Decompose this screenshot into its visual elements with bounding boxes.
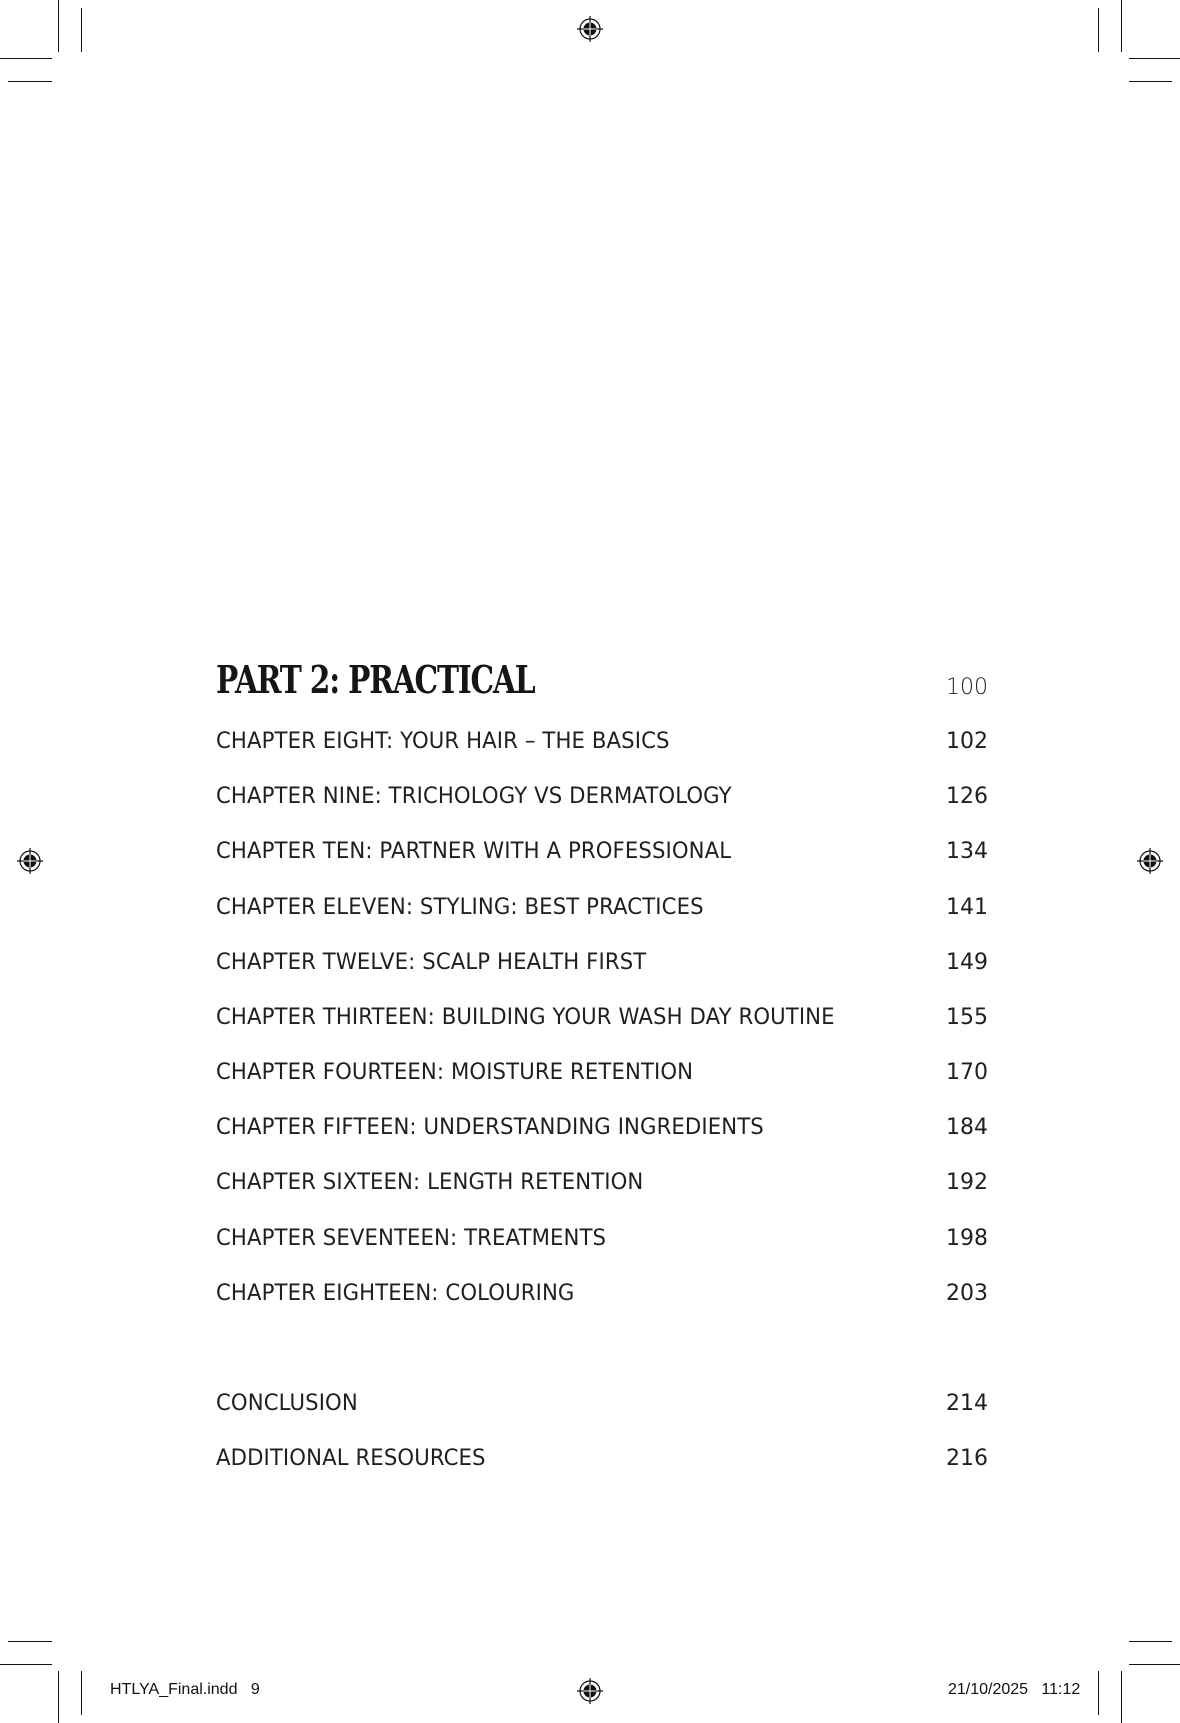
toc-entry-page: 134 [946,839,988,864]
part-heading: PART 2: PRACTICAL [216,657,535,702]
toc-entry [216,1281,988,1311]
toc-entry-label: CONCLUSION [216,1391,358,1416]
crop-mark [1129,81,1172,82]
toc-entry-label: CHAPTER EIGHTEEN: COLOURING [216,1281,575,1306]
toc-entry-page: 141 [946,895,988,920]
crop-mark [0,58,52,59]
crop-mark [1098,8,1099,52]
toc-entry-label: CHAPTER TEN: PARTNER WITH A PROFESSIONAL [216,839,732,864]
toc-entry-label: CHAPTER SIXTEEN: LENGTH RETENTION [216,1170,644,1195]
toc-entry-page: 203 [946,1281,988,1306]
toc-entry [216,950,988,980]
crop-mark [81,8,82,52]
slug-time: 11:12 [1041,1681,1081,1698]
crop-mark [8,81,52,82]
toc-entry-additional-resources [216,1446,988,1476]
crop-mark [1129,58,1180,59]
slug-filename [110,1681,260,1699]
crop-mark [81,1671,82,1715]
toc-entry-page: 216 [946,1446,988,1471]
registration-mark-icon [1135,846,1165,876]
toc-entry [216,1005,988,1035]
slug-page: 9 [250,1681,260,1698]
crop-mark [58,0,59,52]
toc-entry-page: 214 [946,1391,988,1416]
toc-entry-label: CHAPTER EIGHT: YOUR HAIR – THE BASICS [216,729,670,754]
crop-mark [0,1664,52,1665]
registration-mark-icon [575,14,605,44]
toc-entry-label: CHAPTER SEVENTEEN: TREATMENTS [216,1226,607,1251]
toc-entry-label: CHAPTER THIRTEEN: BUILDING YOUR WASH DAY ROUTINE [216,1005,835,1030]
registration-mark-icon [15,846,45,876]
toc-entry-label: CHAPTER FOURTEEN: MOISTURE RETENTION [216,1060,694,1085]
toc-entry [216,1060,988,1090]
toc-entry [216,784,988,814]
crop-mark [1121,1671,1122,1723]
toc-entry-label: CHAPTER FIFTEEN: UNDERSTANDING INGREDIENTS [216,1115,764,1140]
slug-timestamp [948,1681,1080,1699]
toc-entry-label: CHAPTER TWELVE: SCALP HEALTH FIRST [216,950,647,975]
part-heading-page-number: 100 [946,675,988,700]
slug-date: 21/10/2025 [948,1681,1029,1698]
toc-entry-label: CHAPTER ELEVEN: STYLING: BEST PRACTICES [216,895,704,920]
toc-entry-page: 198 [946,1226,988,1251]
toc-entry-label: CHAPTER NINE: TRICHOLOGY VS DERMATOLOGY [216,784,732,809]
toc-entry-page: 149 [946,950,988,975]
toc-entry-label: ADDITIONAL RESOURCES [216,1446,486,1471]
toc-entry-page: 192 [946,1170,988,1195]
crop-mark [58,1671,59,1723]
slug-file: HTLYA_Final.indd [110,1681,238,1698]
toc-entry-page: 155 [946,1005,988,1030]
toc-entry [216,729,988,759]
toc-entry [216,895,988,925]
crop-mark [1121,0,1122,52]
crop-mark [1129,1641,1172,1642]
crop-mark [1098,1671,1099,1715]
toc-entry [216,1115,988,1145]
toc-entry-page: 126 [946,784,988,809]
toc-entry [216,1226,988,1256]
toc-entry-page: 102 [946,729,988,754]
crop-mark [1129,1664,1180,1665]
toc-entry [216,839,988,869]
toc-entry-page: 184 [946,1115,988,1140]
registration-mark-icon [575,1676,605,1706]
crop-mark [8,1641,52,1642]
toc-entry-page: 170 [946,1060,988,1085]
toc-entry-conclusion [216,1391,988,1421]
toc-entry [216,1170,988,1200]
